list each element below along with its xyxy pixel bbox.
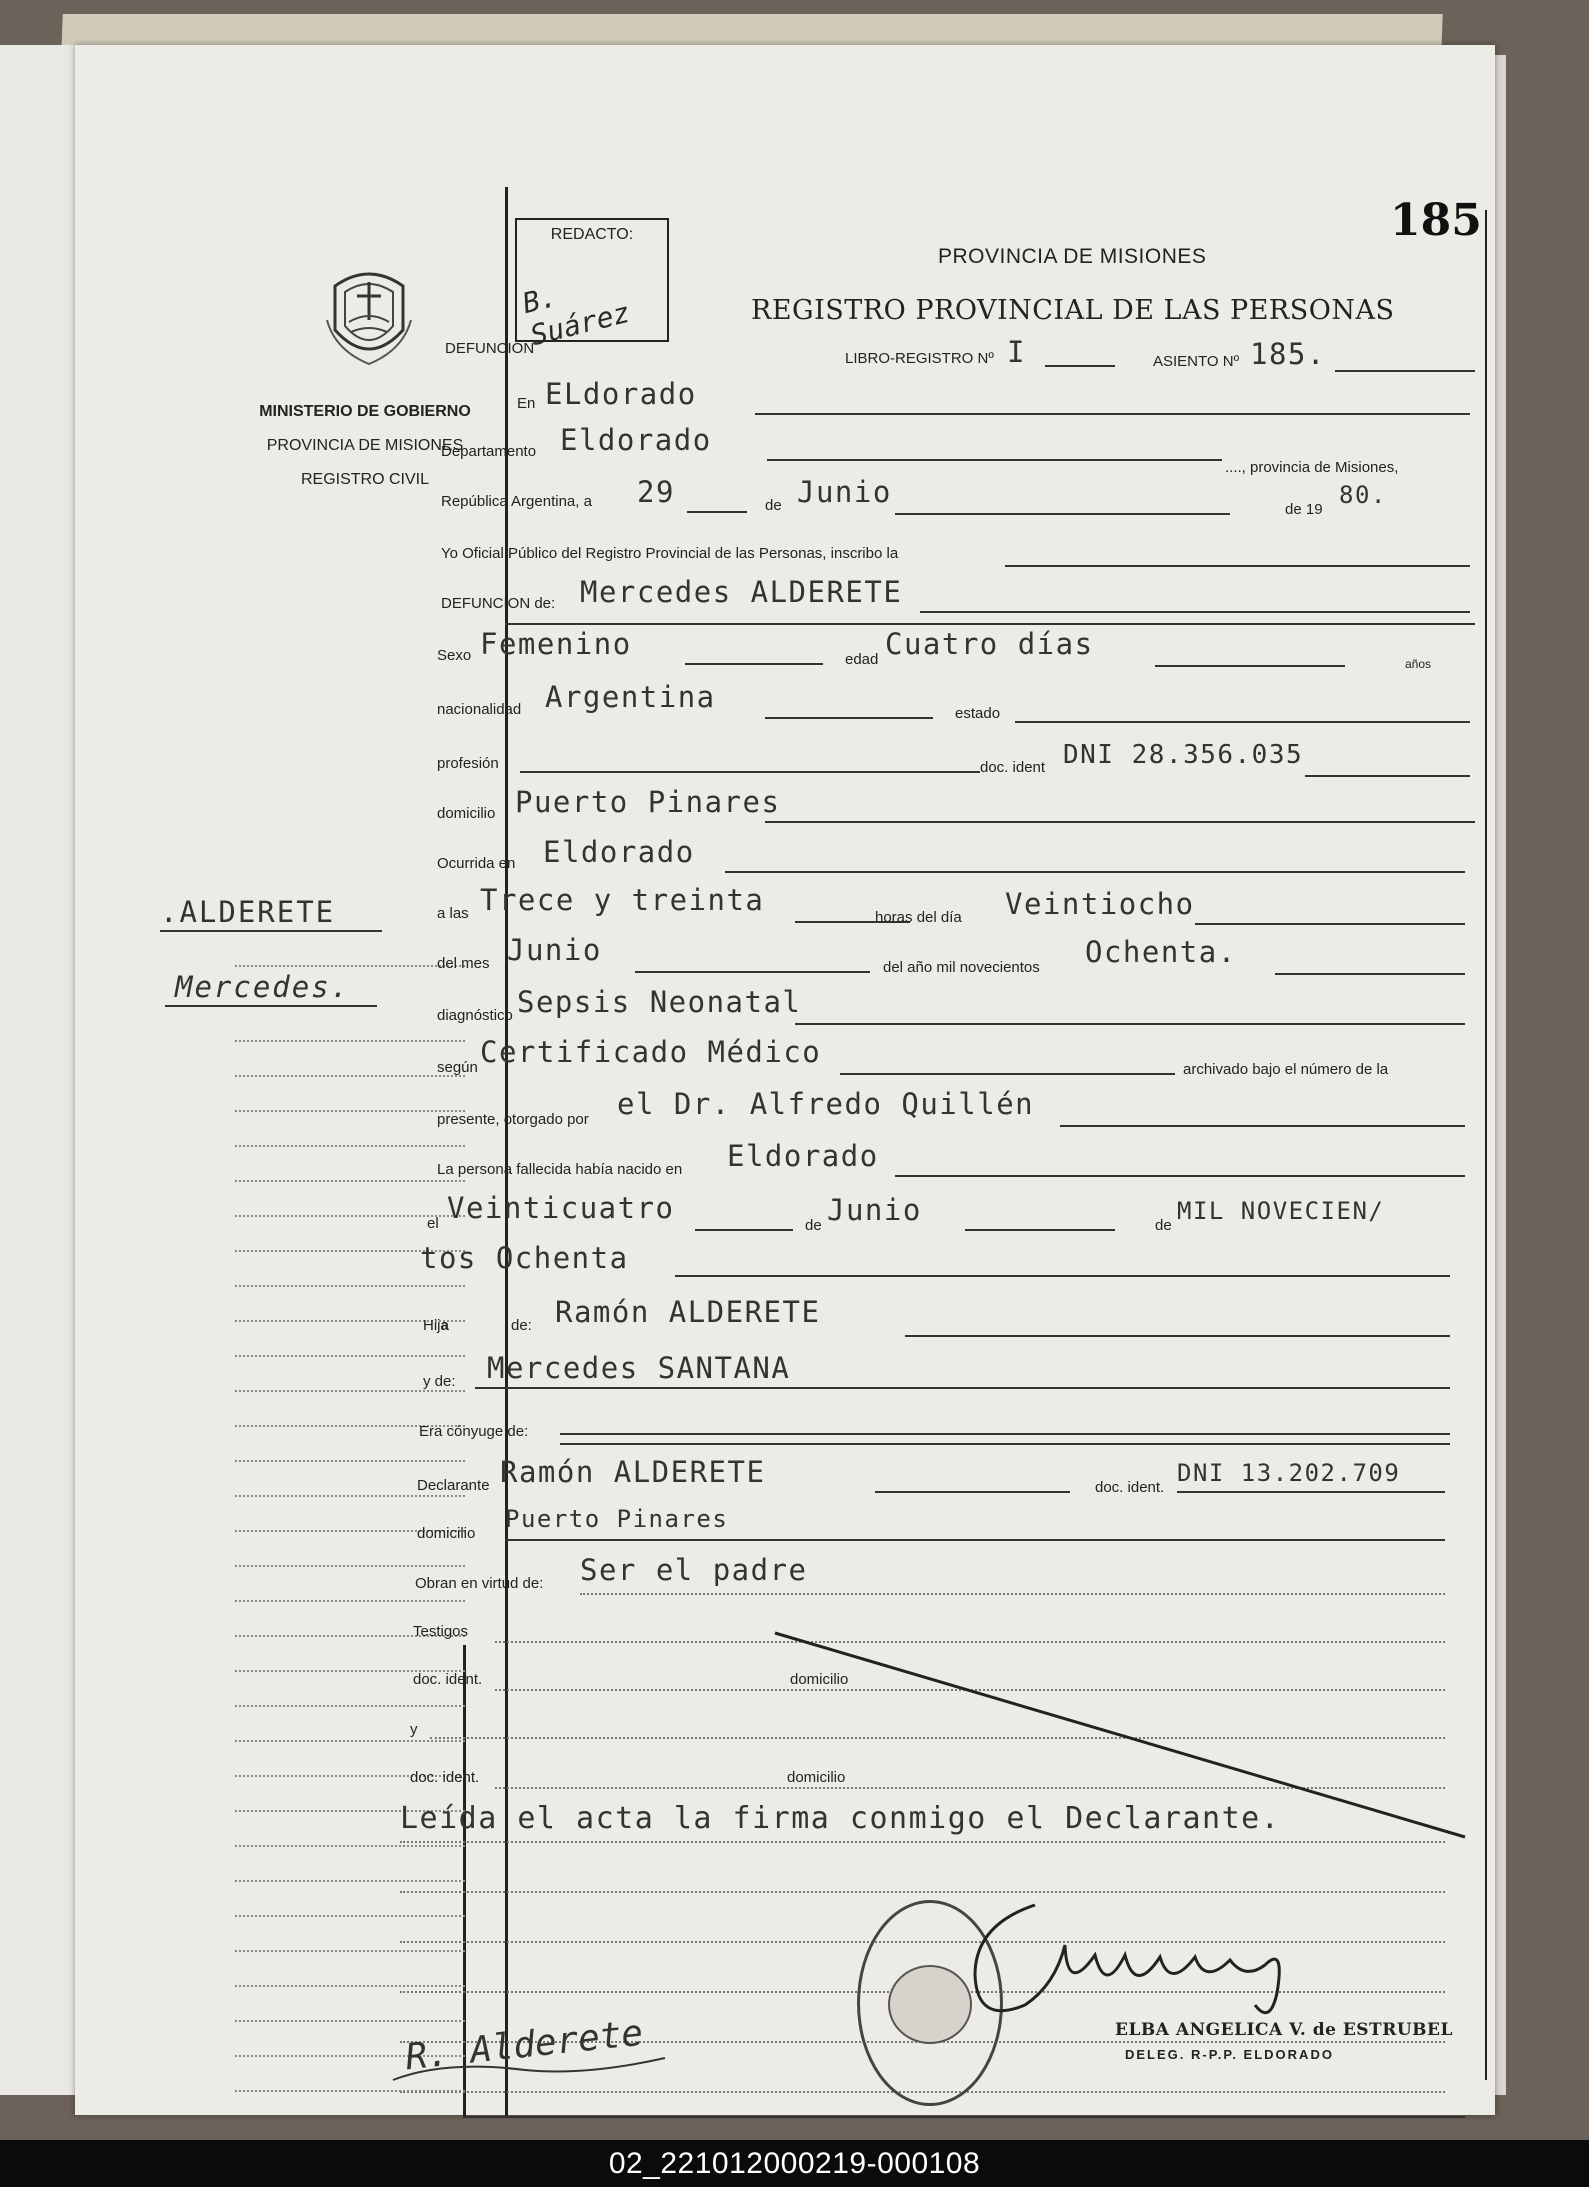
nacionalidad-value: Argentina (545, 680, 716, 714)
testigo2-domicilio-label: domicilio (787, 1769, 846, 1786)
coat-of-arms-icon (321, 260, 417, 370)
year-value: 80. (1339, 481, 1387, 509)
official-name: ELBA ANGELICA V. de ESTRUBEL (1115, 2020, 1453, 2040)
nacionalidad-label: nacionalidad (437, 701, 522, 718)
presente-value: el Dr. Alfredo Quillén (617, 1087, 1035, 1121)
father-name: Ramón ALDERETE (555, 1295, 821, 1329)
decl-doc-value: DNI 13.202.709 (1177, 1459, 1401, 1487)
scan-file-id: 02_221012000219-000108 (0, 2140, 1589, 2187)
provincia-suffix: ...., provincia de Misiones, (1225, 459, 1399, 476)
redacto-box (515, 218, 669, 353)
horas-label: horas del día (875, 909, 962, 926)
segun-label: según (437, 1059, 478, 1076)
ocurrida-value: Eldorado (543, 835, 695, 869)
domicilio-value: Puerto Pinares (515, 785, 781, 819)
a-las-value: Trece y treinta (480, 883, 765, 917)
decl-doc-label: doc. ident. (1095, 1479, 1165, 1496)
issuer-line-1: MINISTERIO DE GOBIERNO (259, 403, 471, 420)
de2-label: de (805, 1217, 822, 1234)
month-value: Junio (797, 475, 892, 509)
year-prefix: de 19 (1285, 501, 1323, 518)
issuer-line-2: PROVINCIA DE MISIONES (266, 437, 464, 454)
page-number: 185 (1390, 195, 1482, 246)
conyuge-label: Era cónyuge de: (419, 1423, 529, 1440)
ocurrida-label: Ocurrida en (437, 855, 516, 872)
decl-domicilio-label: domicilio (417, 1525, 476, 1542)
margin-given-name: Mercedes. (175, 970, 351, 1004)
anio-label: del año mil novecientos (883, 959, 1040, 976)
decl-domicilio-value: Puerto Pinares (505, 1505, 729, 1533)
sexo-value: Femenino (480, 627, 632, 661)
presente-label: presente, otorgado por (437, 1111, 589, 1128)
del-mes-value: Junio (507, 933, 602, 967)
declarant-signature: R. Alderete (403, 2012, 645, 2079)
y-de-label: y de: (423, 1373, 456, 1390)
anos-label: años (1405, 657, 1432, 671)
doc-ident-value: DNI 28.356.035 (1063, 740, 1304, 770)
obran-value: Ser el padre (580, 1553, 808, 1587)
day-value: 29 (637, 475, 675, 509)
birth-year-continuation: tos Ochenta (420, 1241, 629, 1275)
record-page (75, 45, 1495, 2115)
doc-ident-label: doc. ident (980, 759, 1046, 776)
departamento-value: Eldorado (560, 423, 712, 457)
declarant-signature-flourish (385, 2030, 675, 2090)
el-value: Veinticuatro (447, 1191, 675, 1225)
domicilio-label: domicilio (437, 805, 496, 822)
libro-value: I (1007, 335, 1026, 369)
asiento-value: 185. (1250, 337, 1326, 371)
margin-surname: .ALDERETE (160, 895, 336, 929)
deceased-name: Mercedes ALDERETE (580, 575, 903, 609)
y-label: y (410, 1721, 418, 1738)
issuer-line-3: REGISTRO CIVIL (300, 471, 430, 488)
el-label: el (427, 1215, 439, 1232)
departamento-label: Departamento (441, 443, 537, 460)
official-signature-icon (955, 1885, 1385, 2035)
testigos-label: Testigos (413, 1623, 469, 1640)
form-border-right (1485, 210, 1487, 2080)
en-value: ELdorado (545, 377, 697, 411)
official-title: DELEG. R-P.P. ELDORADO (1125, 2047, 1334, 2062)
declarante-label: Declarante (417, 1477, 490, 1494)
de-label: de (765, 497, 782, 514)
form-border-bottom (463, 2116, 1465, 2118)
en-label: En (517, 395, 536, 412)
de3-value: MIL NOVECIEN/ (1177, 1197, 1385, 1225)
diagnostico-value: Sepsis Neonatal (517, 985, 802, 1019)
closing-statement: Leída el acta la firma conmigo el Declarante. (400, 1801, 1281, 1836)
obran-label: Obran en virtud de: (415, 1575, 544, 1592)
declarante-value: Ramón ALDERETE (500, 1455, 766, 1489)
segun-value: Certificado Médico (480, 1035, 822, 1069)
horas-value: Veintiocho (1005, 887, 1195, 921)
archivado-label: archivado bajo el número de la (1183, 1061, 1389, 1078)
testigo1-domicilio-label: domicilio (790, 1671, 849, 1688)
hijo-label: Hija (423, 1317, 449, 1334)
oficial-text: Yo Oficial Público del Registro Provincial de las Personas, inscribo la (441, 545, 899, 562)
defuncion-de-label: DEFUNCION de: (441, 595, 556, 612)
redacto-handwriting: B. Suárez (519, 279, 634, 353)
nacido-value: Eldorado (727, 1139, 879, 1173)
de3-label: de (1155, 1217, 1172, 1234)
edad-label: edad (845, 651, 879, 668)
testigo2-doc-label: doc. ident. (410, 1769, 480, 1786)
de2-value: Junio (827, 1193, 922, 1227)
anio-value: Ochenta. (1085, 935, 1237, 969)
diagnostico-label: diagnóstico (437, 1007, 513, 1024)
republica-label: República Argentina, a (441, 493, 592, 510)
province-heading: PROVINCIA DE MISIONES (938, 245, 1207, 268)
mother-name: Mercedes SANTANA (487, 1351, 791, 1385)
edad-value: Cuatro días (885, 627, 1094, 661)
registry-heading: REGISTRO PROVINCIAL DE LAS PERSONAS (751, 295, 1395, 326)
testigo1-doc-label: doc. ident. (413, 1671, 483, 1688)
estado-label: estado (955, 705, 1001, 722)
nacido-label: La persona fallecida había nacido en (437, 1161, 683, 1178)
sexo-label: Sexo (437, 647, 472, 664)
del-mes-label: del mes (437, 955, 490, 972)
record-type-label: DEFUNCION (445, 340, 535, 357)
profesion-label: profesión (437, 755, 499, 772)
hijo-de-label: de: (511, 1317, 532, 1334)
a-las-label: a las (437, 905, 469, 922)
libro-label: LIBRO-REGISTRO Nº (845, 350, 994, 367)
asiento-label: ASIENTO Nº (1153, 353, 1240, 370)
redacto-label: REDACTO: (550, 226, 634, 243)
